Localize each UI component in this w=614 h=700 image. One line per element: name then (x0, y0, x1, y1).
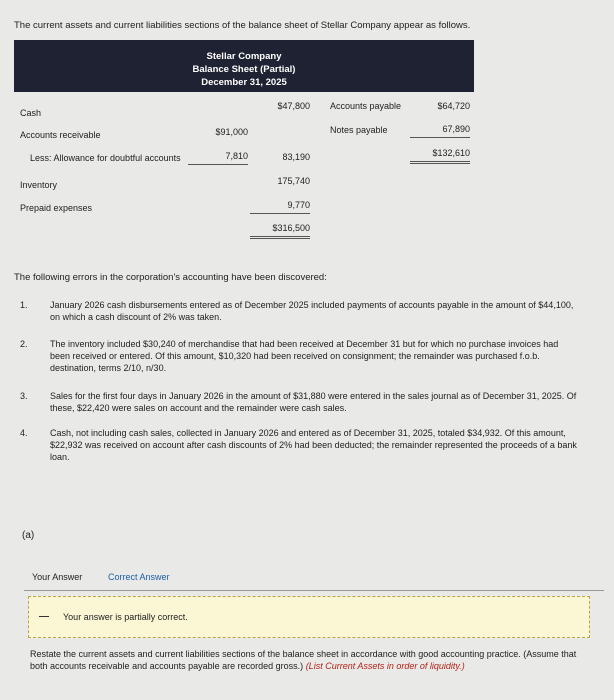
ar-value: $91,000 (215, 127, 248, 137)
part-label: (a) (22, 530, 35, 541)
ar-label: Accounts receivable (20, 130, 101, 140)
tab-divider (24, 590, 604, 591)
instructions-text: Restate the current assets and current liabilities sections of the balance sheet in accordance with good accounting practice. (Assume that both accounts receivable and accounts payable are recorded gross.) (30, 649, 577, 671)
total-assets-value: $316,500 (250, 223, 310, 239)
prepaid-value: 9,770 (250, 200, 310, 214)
np-label: Notes payable (330, 125, 388, 135)
minus-icon: — (39, 611, 49, 622)
net-ar-value: 83,190 (282, 152, 310, 162)
ap-value: $64,720 (437, 101, 470, 111)
inventory-value: 175,740 (277, 176, 310, 186)
feedback-text: Your answer is partially correct. (63, 612, 188, 622)
errors-intro: The following errors in the corporation's accounting have been discovered: (14, 272, 327, 283)
error-number: 4. (20, 428, 28, 438)
prepaid-label: Prepaid expenses (20, 203, 93, 213)
total-liabilities-value: $132,610 (410, 148, 470, 164)
tab-correct-answer[interactable]: Correct Answer (108, 572, 170, 582)
statement-title: Balance Sheet (Partial) (192, 64, 296, 75)
statement-date: December 31, 2025 (201, 77, 287, 88)
feedback-box (28, 596, 590, 638)
cash-label: Cash (20, 108, 42, 118)
tab-your-answer[interactable]: Your Answer (32, 572, 83, 582)
balance-sheet-header (14, 40, 474, 92)
error-text: Sales for the first four days in January 2026 in the amount of $31,880 were entered in the sales journal as of December 31, 2025. Of these, $22,420 were sales on account and the remainder were cash sales. (50, 391, 577, 413)
error-number: 1. (20, 300, 28, 310)
allowance-value: 7,810 (188, 151, 248, 165)
error-text: Cash, not including cash sales, collected in January 2026 and entered as of December 31, 2025, totaled $34,932. Of this amount, $22,932 was received on account after cash discounts of 2% had been deducted; the remainder represented the proceeds of a bank loan. (50, 428, 577, 462)
error-text: The inventory included $30,240 of merchandise that had been received at December 31 but for which no purchase invoices had been received or entered. Of this amount, $10,320 had been received on consignment; the remainder was purchased f.o.b. destination, terms 2/10, n/30. (50, 339, 559, 373)
balance-sheet (14, 40, 474, 250)
inventory-label: Inventory (20, 180, 58, 190)
instructions (30, 648, 585, 672)
ap-label: Accounts payable (330, 101, 402, 111)
allowance-label: Less: Allowance for doubtful accounts (30, 153, 181, 163)
np-value: 67,890 (410, 124, 470, 138)
instructions-note: (List Current Assets in order of liquidity.) (305, 661, 465, 671)
intro-text: The current assets and current liabilities sections of the balance sheet of Stellar Company appear as follows. (14, 20, 471, 31)
error-number: 3. (20, 391, 28, 401)
cash-value: $47,800 (277, 101, 310, 111)
error-text: January 2026 cash disbursements entered as of December 2025 included payments of accounts payable in the amount of $44,100, on which a cash discount of 2% was taken. (50, 300, 574, 322)
error-number: 2. (20, 339, 28, 349)
company-name: Stellar Company (206, 51, 282, 62)
